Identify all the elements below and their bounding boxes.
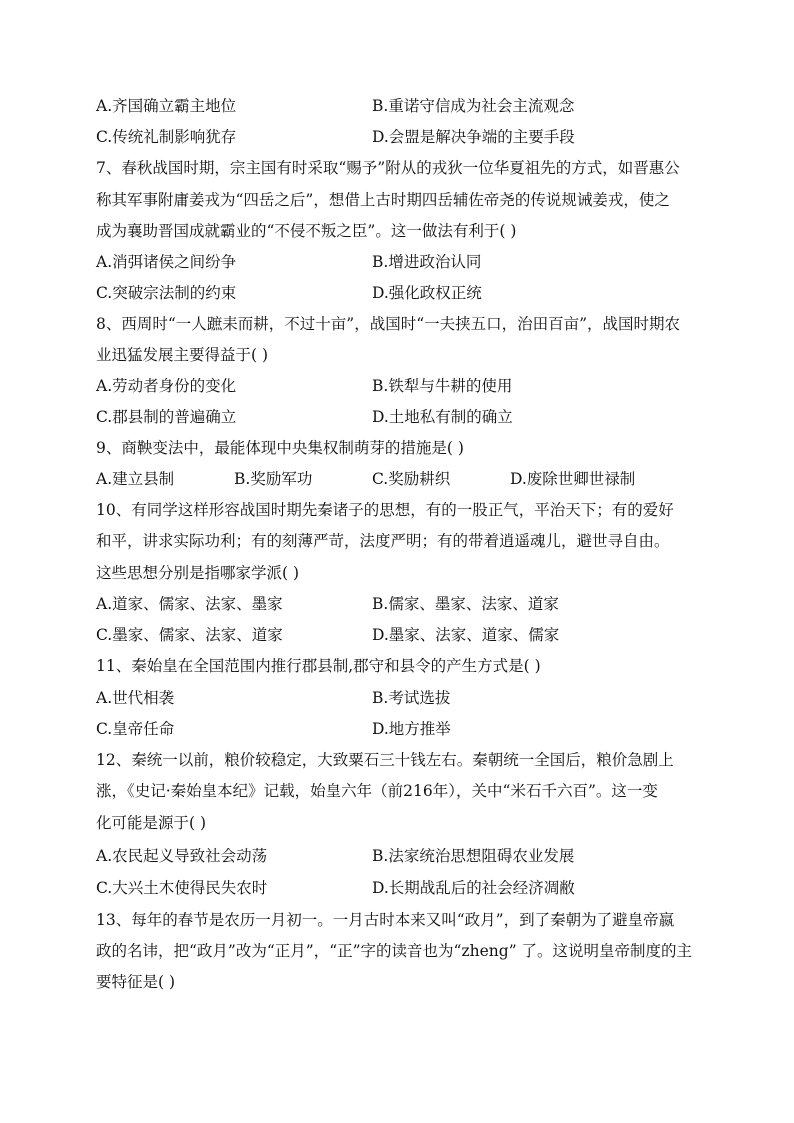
q10-option-c: C.墨家、儒家、法家、道家 <box>96 626 283 644</box>
q11-option-a: A.世代相袭 <box>96 689 175 707</box>
q8-option-c: C.郡县制的普遍确立 <box>96 408 237 426</box>
q8-option-a: A.劳动者身份的变化 <box>96 377 237 395</box>
q10-option-d: D.墨家、法家、道家、儒家 <box>372 626 560 644</box>
q11-stem-line-1: 11、秦始皇在全国范围内推行郡县制,郡守和县令的产生方式是( ) <box>96 657 541 675</box>
q8-option-b: B.铁犁与牛耕的使用 <box>372 377 513 395</box>
q9-stem-line-1: 9、商鞅变法中，最能体现中央集权制萌芽的措施是( ) <box>96 439 464 457</box>
q12-stem-line-1: 12、秦统一以前，粮价较稳定，大致粟石三十钱左右。秦朝统一全国后，粮价急剧上 <box>96 751 674 769</box>
q13-stem-line-1: 13、每年的春节是农历一月初一。一月古时本来又叫“政月”，到了秦朝为了避皇帝嬴 <box>96 911 675 929</box>
q7-option-a: A.消弭诸侯之间纷争 <box>96 253 237 271</box>
q12-option-b: B.法家统治思想阻碍农业发展 <box>372 847 575 865</box>
q6-option-c: C.传统礼制影响犹存 <box>96 128 237 146</box>
q8-option-d: D.土地私有制的确立 <box>372 408 513 426</box>
q10-stem-line-3: 这些思想分别是指哪家学派( ) <box>96 564 300 582</box>
q13-stem-line-3: 要特征是( ) <box>96 973 176 991</box>
q10-option-b: B.儒家、墨家、法家、道家 <box>372 595 559 613</box>
q13-stem-line-2: 政的名讳，把“政月”改为“正月”，“正”字的读音也为“zheng” 了。这说明皇帝制度的主 <box>96 942 693 960</box>
q7-option-c: C.突破宗法制的约束 <box>96 284 237 302</box>
q7-stem-line-1: 7、春秋战国时期，宗主国有时采取“赐予”附从的戎狄一位华夏祖先的方式，如晋惠公 <box>96 159 680 177</box>
q8-stem-line-1: 8、西周时“一人蹠耒而耕，不过十亩”，战国时“一夫挟五口，治田百亩”，战国时期农 <box>96 315 681 333</box>
q6-option-a: A.齐国确立霸主地位 <box>96 97 237 115</box>
q7-stem-line-3: 成为襄助晋国成就霸业的“不侵不叛之臣”。这一做法有利于( ) <box>96 222 517 240</box>
q9-option-c: C.奖励耕织 <box>372 470 451 488</box>
q12-stem-line-3: 化可能是源于( ) <box>96 814 207 832</box>
q12-stem-line-2: 涨，《史记·秦始皇本纪》记载，始皇六年（前216年），关中“米石千六百”。这一变 <box>96 782 658 800</box>
q9-option-b: B.奖励军功 <box>234 470 313 488</box>
q7-option-b: B.增进政治认同 <box>372 253 482 271</box>
q12-option-c: C.大兴土木使得民失农时 <box>96 879 268 897</box>
q7-stem-line-2: 称其军事附庸姜戎为“四岳之后”，想借上古时期四岳辅佐帝尧的传说规诫姜戎，使之 <box>96 191 670 209</box>
q12-option-d: D.长期战乱后的社会经济凋敝 <box>372 879 575 897</box>
q10-stem-line-2: 和平，讲求实际功利；有的刻薄严苛，法度严明；有的带着逍遥魂儿，避世寻自由。 <box>96 532 670 550</box>
q10-option-a: A.道家、儒家、法家、墨家 <box>96 595 283 613</box>
q9-option-a: A.建立县制 <box>96 470 175 488</box>
q6-option-d: D.会盟是解决争端的主要手段 <box>372 128 575 146</box>
q6-option-b: B.重诺守信成为社会主流观念 <box>372 97 575 115</box>
q11-option-c: C.皇帝任命 <box>96 720 175 738</box>
q11-option-b: B.考试选拔 <box>372 689 451 707</box>
q12-option-a: A.农民起义导致社会动荡 <box>96 847 268 865</box>
q9-option-d: D.废除世卿世禄制 <box>510 470 636 488</box>
q7-option-d: D.强化政权正统 <box>372 284 482 302</box>
q11-option-d: D.地方推举 <box>372 720 451 738</box>
q8-stem-line-2: 业迅猛发展主要得益于( ) <box>96 346 269 364</box>
q10-stem-line-1: 10、有同学这样形容战国时期先秦诸子的思想，有的一股正气，平治天下；有的爱好 <box>96 501 674 519</box>
